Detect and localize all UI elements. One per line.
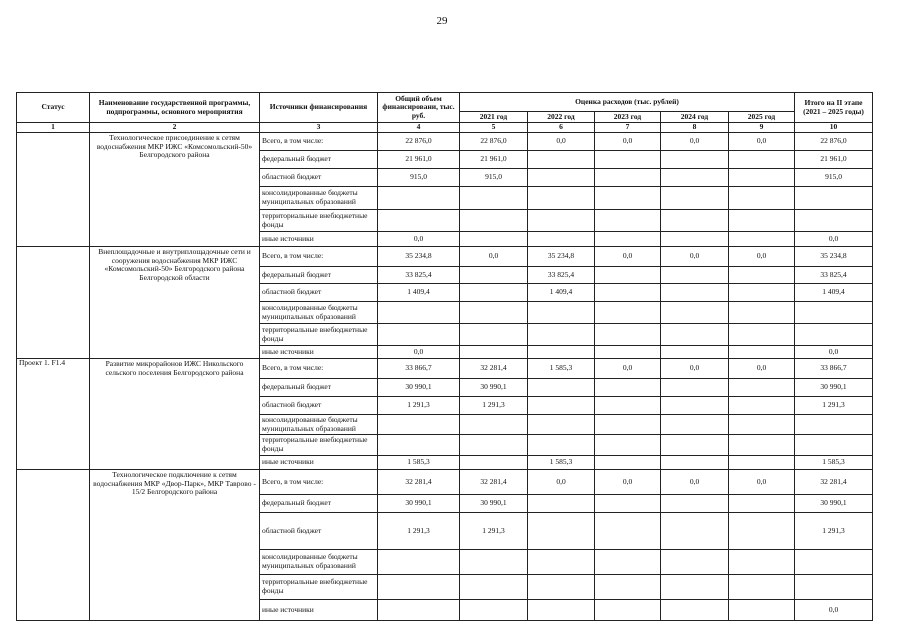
value-cell: 35 234,8 [378, 247, 460, 267]
header-row [17, 93, 873, 112]
value-cell [661, 284, 729, 302]
value-cell [528, 151, 595, 169]
header-year: 2022 год [528, 112, 595, 123]
value-cell [795, 575, 873, 600]
funding-source-cell: консолидированные бюджеты муниципальных образований [260, 415, 378, 435]
value-cell: 1 585,3 [795, 456, 873, 470]
value-cell [528, 550, 595, 575]
value-cell [595, 232, 661, 247]
value-cell [795, 550, 873, 575]
value-cell [661, 600, 729, 621]
value-cell [795, 187, 873, 210]
value-cell: 0,0 [661, 470, 729, 495]
value-cell [378, 415, 460, 435]
value-cell [661, 550, 729, 575]
value-cell [595, 346, 661, 359]
value-cell [595, 495, 661, 513]
value-cell [729, 513, 795, 550]
value-cell: 32 281,4 [460, 359, 528, 379]
funding-source-cell: Всего, в том числе: [260, 470, 378, 495]
table-row [17, 359, 873, 379]
col-number: 2 [90, 123, 260, 133]
funding-source-cell: иные источники [260, 346, 378, 359]
value-cell: 915,0 [378, 169, 460, 187]
value-cell: 915,0 [460, 169, 528, 187]
value-cell [460, 210, 528, 232]
value-cell [661, 169, 729, 187]
value-cell: 30 990,1 [795, 379, 873, 397]
value-cell: 915,0 [795, 169, 873, 187]
value-cell [595, 379, 661, 397]
value-cell [729, 379, 795, 397]
col-number: 8 [661, 123, 729, 133]
funding-source-cell: областной бюджет [260, 397, 378, 415]
funding-source-cell: федеральный бюджет [260, 267, 378, 284]
funding-source-cell: федеральный бюджет [260, 495, 378, 513]
value-cell: 0,0 [661, 247, 729, 267]
activity-name-cell: Технологическое присоединение к сетям водоснабжения МКР ИЖС «Комсомольский-50» Белгородского района [90, 133, 260, 247]
funding-source-cell: федеральный бюджет [260, 379, 378, 397]
value-cell [460, 575, 528, 600]
table-body [17, 133, 873, 621]
col-number: 7 [595, 123, 661, 133]
value-cell: 1 291,3 [795, 397, 873, 415]
value-cell [595, 397, 661, 415]
value-cell [661, 575, 729, 600]
funding-source-cell: областной бюджет [260, 513, 378, 550]
value-cell: 1 585,3 [528, 359, 595, 379]
value-cell [595, 513, 661, 550]
value-cell: 35 234,8 [528, 247, 595, 267]
status-cell [17, 133, 90, 247]
value-cell [729, 346, 795, 359]
funding-source-cell: федеральный бюджет [260, 151, 378, 169]
value-cell [595, 600, 661, 621]
value-cell [661, 397, 729, 415]
value-cell: 1 291,3 [795, 513, 873, 550]
value-cell [528, 169, 595, 187]
value-cell: 1 409,4 [528, 284, 595, 302]
status-cell [17, 247, 90, 359]
funding-source-cell: областной бюджет [260, 284, 378, 302]
header-estimate: Оценка расходов (тыс. рублей) [460, 93, 795, 112]
value-cell: 1 291,3 [460, 513, 528, 550]
value-cell: 0,0 [795, 346, 873, 359]
value-cell [528, 397, 595, 415]
col-number: 3 [260, 123, 378, 133]
value-cell [460, 550, 528, 575]
value-cell [595, 169, 661, 187]
funding-source-cell: территориальные внебюджетные фонды [260, 210, 378, 232]
value-cell [729, 550, 795, 575]
value-cell [460, 302, 528, 324]
column-numbers-row [17, 123, 873, 133]
value-cell: 21 961,0 [378, 151, 460, 169]
value-cell [661, 435, 729, 456]
value-cell: 0,0 [795, 232, 873, 247]
value-cell [378, 302, 460, 324]
value-cell: 1 291,3 [378, 513, 460, 550]
value-cell: 0,0 [378, 232, 460, 247]
value-cell: 30 990,1 [378, 495, 460, 513]
col-number: 5 [460, 123, 528, 133]
value-cell [528, 302, 595, 324]
funding-source-cell: иные источники [260, 232, 378, 247]
value-cell [595, 302, 661, 324]
value-cell [729, 169, 795, 187]
header-name: Наименование государственной программы, подпрограммы, основного мероприятия [90, 93, 260, 123]
value-cell: 33 825,4 [528, 267, 595, 284]
funding-source-cell: Всего, в том числе: [260, 359, 378, 379]
header-stage-total: Итого на II этапе (2021 – 2025 годы) [795, 93, 873, 123]
value-cell [460, 346, 528, 359]
value-cell [729, 415, 795, 435]
value-cell: 35 234,8 [795, 247, 873, 267]
value-cell: 30 990,1 [460, 379, 528, 397]
value-cell: 22 876,0 [378, 133, 460, 151]
value-cell [661, 210, 729, 232]
value-cell [729, 302, 795, 324]
value-cell: 0,0 [729, 470, 795, 495]
value-cell [729, 267, 795, 284]
value-cell [661, 232, 729, 247]
value-cell [528, 435, 595, 456]
value-cell [528, 513, 595, 550]
value-cell [595, 187, 661, 210]
value-cell: 0,0 [729, 133, 795, 151]
value-cell: 21 961,0 [460, 151, 528, 169]
value-cell [378, 187, 460, 210]
activity-name-cell: Технологическое подключение к сетям водоснабжения МКР «Двор-Парк», МКР Таврово - 15/2 Белгородского района [90, 470, 260, 621]
value-cell: 0,0 [595, 133, 661, 151]
table-row [17, 470, 873, 495]
header-sources: Источники финансирования [260, 93, 378, 123]
value-cell [378, 435, 460, 456]
value-cell [528, 187, 595, 210]
value-cell: 33 825,4 [378, 267, 460, 284]
funding-source-cell: областной бюджет [260, 169, 378, 187]
value-cell [378, 324, 460, 346]
value-cell [729, 575, 795, 600]
value-cell [795, 415, 873, 435]
value-cell [729, 232, 795, 247]
value-cell [661, 513, 729, 550]
value-cell [661, 456, 729, 470]
value-cell: 1 585,3 [378, 456, 460, 470]
value-cell: 0,0 [729, 247, 795, 267]
funding-source-cell: Всего, в том числе: [260, 247, 378, 267]
value-cell: 0,0 [460, 247, 528, 267]
value-cell [595, 151, 661, 169]
value-cell [729, 210, 795, 232]
value-cell [595, 456, 661, 470]
value-cell [460, 456, 528, 470]
value-cell [661, 346, 729, 359]
value-cell: 30 990,1 [378, 379, 460, 397]
value-cell: 0,0 [661, 133, 729, 151]
value-cell [795, 435, 873, 456]
value-cell [661, 302, 729, 324]
value-cell [460, 600, 528, 621]
value-cell [729, 284, 795, 302]
value-cell: 22 876,0 [460, 133, 528, 151]
value-cell [460, 267, 528, 284]
value-cell [378, 550, 460, 575]
value-cell [729, 456, 795, 470]
header-year: 2023 год [595, 112, 661, 123]
value-cell [595, 415, 661, 435]
value-cell [729, 495, 795, 513]
funding-source-cell: территориальные внебюджетные фонды [260, 575, 378, 600]
value-cell [528, 575, 595, 600]
value-cell [661, 187, 729, 210]
funding-source-cell: иные источники [260, 456, 378, 470]
header-year: 2021 год [460, 112, 528, 123]
value-cell [795, 324, 873, 346]
activity-name-cell: Развитие микрорайонов ИЖС Никольского сельского поселения Белгородского района [90, 359, 260, 470]
value-cell [528, 600, 595, 621]
status-cell: Проект 1. F1.4 [17, 359, 90, 470]
value-cell [729, 600, 795, 621]
value-cell [795, 302, 873, 324]
value-cell: 1 409,4 [795, 284, 873, 302]
value-cell [460, 435, 528, 456]
funding-source-cell: консолидированные бюджеты муниципальных образований [260, 187, 378, 210]
value-cell [528, 324, 595, 346]
value-cell: 33 866,7 [795, 359, 873, 379]
value-cell: 30 990,1 [795, 495, 873, 513]
value-cell [528, 415, 595, 435]
value-cell: 21 961,0 [795, 151, 873, 169]
value-cell [528, 379, 595, 397]
header-year: 2025 год [729, 112, 795, 123]
value-cell: 22 876,0 [795, 133, 873, 151]
value-cell [729, 397, 795, 415]
funding-source-cell: консолидированные бюджеты муниципальных образований [260, 302, 378, 324]
value-cell [528, 232, 595, 247]
value-cell [661, 379, 729, 397]
col-number: 9 [729, 123, 795, 133]
value-cell: 1 291,3 [378, 397, 460, 415]
value-cell [661, 495, 729, 513]
header-status: Статус [17, 93, 90, 123]
value-cell: 32 281,4 [460, 470, 528, 495]
value-cell [528, 210, 595, 232]
value-cell [378, 600, 460, 621]
value-cell [460, 415, 528, 435]
value-cell [595, 435, 661, 456]
value-cell: 0,0 [661, 359, 729, 379]
value-cell [595, 284, 661, 302]
value-cell: 0,0 [595, 247, 661, 267]
value-cell: 0,0 [595, 359, 661, 379]
value-cell: 30 990,1 [460, 495, 528, 513]
value-cell [729, 187, 795, 210]
value-cell [729, 151, 795, 169]
table-row [17, 247, 873, 267]
value-cell [460, 284, 528, 302]
value-cell [795, 210, 873, 232]
value-cell: 1 291,3 [460, 397, 528, 415]
col-number: 4 [378, 123, 460, 133]
table-row [17, 133, 873, 151]
funding-source-cell: Всего, в том числе: [260, 133, 378, 151]
value-cell [460, 232, 528, 247]
value-cell: 33 866,7 [378, 359, 460, 379]
value-cell [729, 435, 795, 456]
value-cell: 33 825,4 [795, 267, 873, 284]
value-cell: 0,0 [795, 600, 873, 621]
funding-source-cell: консолидированные бюджеты муниципальных образований [260, 550, 378, 575]
value-cell: 0,0 [528, 133, 595, 151]
value-cell [661, 415, 729, 435]
value-cell: 0,0 [378, 346, 460, 359]
value-cell [661, 324, 729, 346]
value-cell [528, 495, 595, 513]
value-cell [661, 151, 729, 169]
value-cell [595, 575, 661, 600]
funding-source-cell: иные источники [260, 600, 378, 621]
value-cell [729, 324, 795, 346]
value-cell [460, 324, 528, 346]
value-cell [595, 550, 661, 575]
value-cell: 1 409,4 [378, 284, 460, 302]
activity-name-cell: Внеплощадочные и внутриплощадочные сети и сооружения водоснабжения МКР ИЖС «Комсомольский-50» Белгородского района Белгородской области [90, 247, 260, 359]
value-cell [661, 267, 729, 284]
value-cell: 0,0 [729, 359, 795, 379]
value-cell [378, 575, 460, 600]
budget-table [16, 92, 873, 621]
header-year: 2024 год [661, 112, 729, 123]
value-cell [595, 210, 661, 232]
value-cell [378, 210, 460, 232]
status-cell [17, 470, 90, 621]
value-cell [528, 346, 595, 359]
value-cell [595, 324, 661, 346]
header-total: Общий объем финансировани, тыс. руб. [378, 93, 460, 123]
value-cell [460, 187, 528, 210]
value-cell: 32 281,4 [378, 470, 460, 495]
value-cell: 0,0 [595, 470, 661, 495]
col-number: 6 [528, 123, 595, 133]
col-number: 1 [17, 123, 90, 133]
value-cell: 1 585,3 [528, 456, 595, 470]
funding-source-cell: территориальные внебюджетные фонды [260, 435, 378, 456]
page-number: 29 [436, 15, 448, 27]
value-cell: 32 281,4 [795, 470, 873, 495]
col-number: 10 [795, 123, 873, 133]
value-cell [595, 267, 661, 284]
funding-source-cell: территориальные внебюджетные фонды [260, 324, 378, 346]
value-cell: 0,0 [528, 470, 595, 495]
